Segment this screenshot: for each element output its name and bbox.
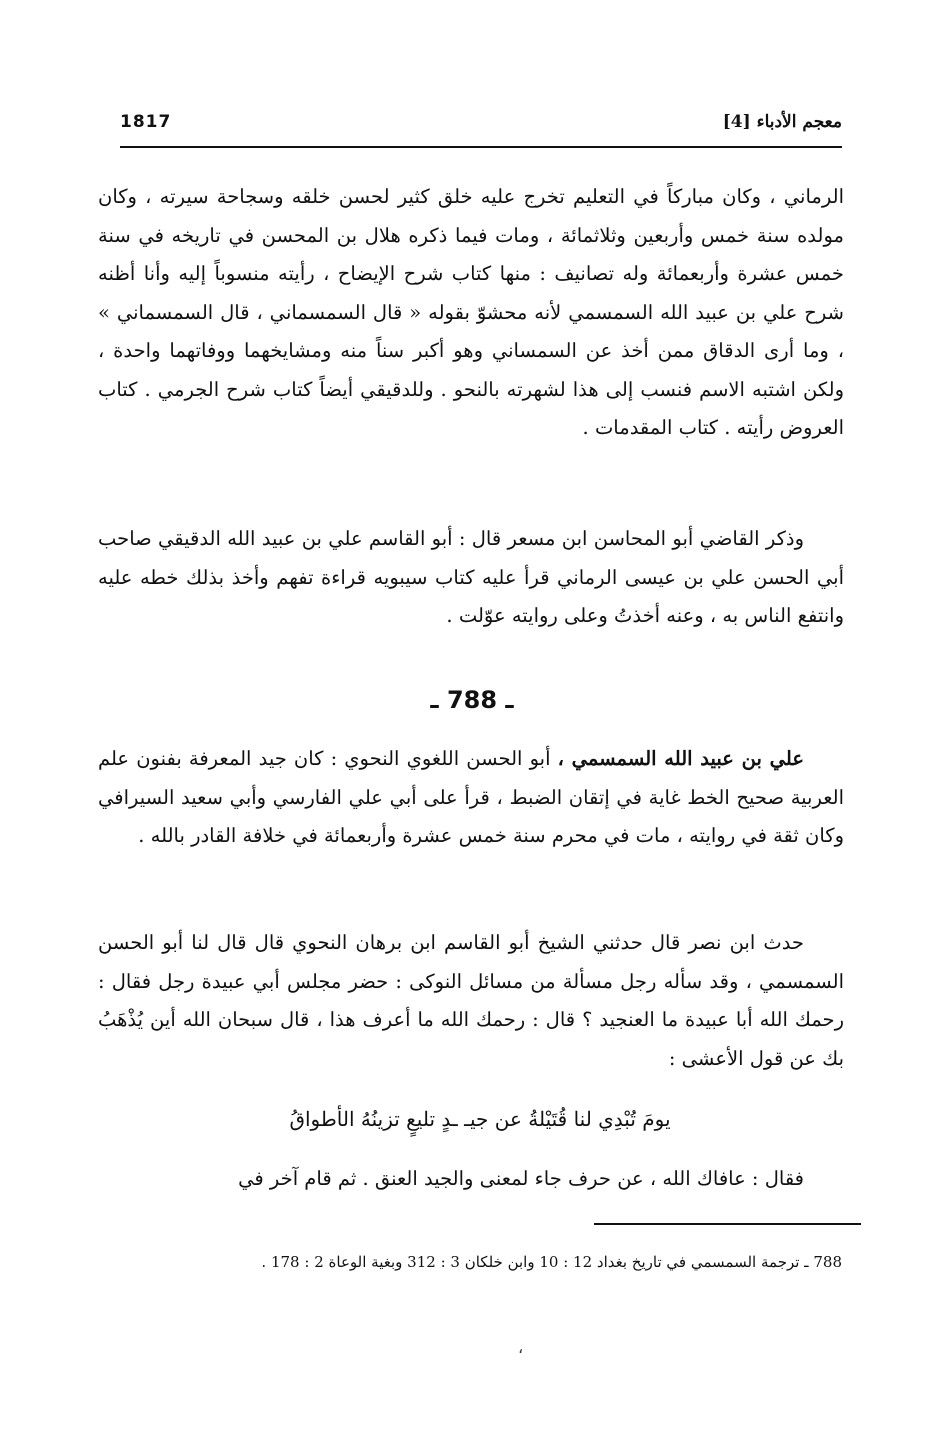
paragraph-text: حدث ابن نصر قال حدثني الشيخ أبو القاسم ابن برهان النحوي قال قال لنا أبو الحسن السمسمي ، وقد سأله رجل مسألة من مسائل النوكى : حضر مجلس أبي عبيدة رجل فقال : رحمك الله أبا عبيدة ما العنجيد ؟ قال : رحمك الله ما أعرف هذا ، قال سبحان الله أين يُذْهَبُ بك عن قول الأعشى : bbox=[98, 931, 844, 1070]
anecdote-paragraph bbox=[98, 924, 844, 1078]
footnote: 788 ـ ترجمة السمسمي في تاريخ بغداد 12 : 10 وابن خلكان 3 : 312 وبغية الوعاة 2 : 178 . bbox=[261, 1253, 842, 1271]
paragraph-ibn-masar bbox=[98, 520, 844, 636]
entry-biography bbox=[98, 740, 844, 856]
entry-description: أبو الحسن اللغوي النحوي : كان جيد المعرفة بفنون علم العربية صحيح الخط غاية في إتقان الضبط ، قرأ على أبي علي الفارسي وأبي سعيد السيرافي وكان ثقة في روايته ، مات في محرم سنة خمس عشرة وأربعمائة في خلافة القادر بالله . bbox=[98, 747, 844, 847]
ink-speck: ، bbox=[518, 1338, 524, 1357]
book-title: معجم الأدباء [4] bbox=[722, 112, 842, 132]
entry-name: علي بن عبيد الله السمسمي ، bbox=[557, 747, 804, 770]
paragraph-text: وذكر القاضي أبو المحاسن ابن مسعر قال : أبو القاسم علي بن عبيد الله الدقيقي صاحب أبي الحسن علي بن عيسى الرماني قرأ عليه كتاب سيبويه قراءة تفهم وأخذ بذلك خطه عليه وانتفع الناس به ، وعنه أخذتُ وعلى روايته عوّلت . bbox=[98, 527, 844, 627]
paragraph-text: الرماني ، وكان مباركاً في التعليم تخرج عليه خلق كثير لحسن خلقه وسجاحة سيرته ، وكان مولده سنة خمس وأربعين وثلاثمائة ، ومات فيما ذكره هلال بن المحسن في تاريخه في سنة خمس عشرة وأربعمائة وله تصانيف : منها كتاب شرح الإيضاح ، رأيته منسوباً إليه وأنا أظنه شرح علي بن عبيد الله السمسمي لأنه محشوّ بقوله « قال السمسماني ، قال السمسماني » ، وما أرى الدقاق ممن أخذ عن السمساني وهو أكبر سناً منه ومشايخهما ووفاتهما واحدة ، ولكن اشتبه الاسم فنسب إلى هذا لشهرته بالنحو . وللدقيقي أيضاً كتاب شرح الجرمي . كتاب العروض رأيته . كتاب المقدمات . bbox=[98, 185, 844, 439]
entry-number: ـ 788 ـ bbox=[430, 686, 514, 714]
page-number: 1817 bbox=[120, 112, 172, 132]
paragraph-continuation bbox=[98, 178, 844, 448]
header-rule bbox=[120, 146, 842, 148]
continuation-paragraph bbox=[98, 1160, 844, 1199]
poetry-verse: يومَ تُبْدِي لنا قُتَيْلةُ عن جيـ ـدٍ تليعٍ تزينُهُ الأطواقُ bbox=[289, 1107, 671, 1131]
paragraph-text: فقال : عافاك الله ، عن حرف جاء لمعنى والجيد العنق . ثم قام آخر في bbox=[238, 1167, 804, 1190]
footnote-rule bbox=[594, 1223, 861, 1225]
paragraph-text bbox=[98, 740, 844, 856]
running-head bbox=[120, 112, 842, 140]
